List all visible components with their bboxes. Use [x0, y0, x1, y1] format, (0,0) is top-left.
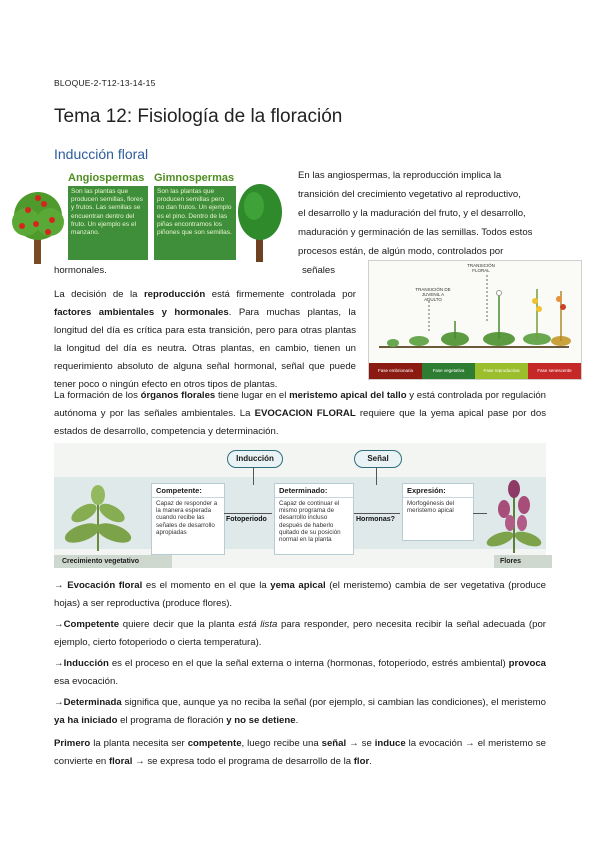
intro-line: transición del crecimiento vegetativo al reproductivo,	[298, 189, 521, 200]
text-run: quiere decir que la planta	[119, 619, 239, 630]
definition-induccion	[54, 655, 546, 691]
bold-term: factores ambientales y hormonales	[54, 307, 229, 318]
bold-term: Primero	[54, 738, 91, 749]
text-run: significa que, aunque ya no reciba la señal (por ejemplo, si cambian las condiciones), el meristemo	[121, 697, 546, 708]
text-run: La decisión de la	[54, 289, 144, 300]
text-run: el programa de floración	[117, 715, 227, 726]
floral-transition-label: TRANSICIÓN FLORAL	[467, 263, 495, 273]
fotoperiodo-label: Fotoperiodo	[226, 516, 267, 523]
competente-text: Capaz de responder a la manera esperada cuando recibe las señales de desarrollo apropiadas	[156, 500, 218, 536]
text-run: requiere que la yema apical pase por dos estados de desarrollo, competencia y determinación.	[54, 408, 546, 437]
phase-embryonic: Fase embrionaria	[369, 363, 422, 379]
phase-vegetative: Fase vegetativa	[422, 363, 475, 379]
bold-term: competente	[187, 738, 242, 749]
reproduction-paragraph	[54, 286, 356, 394]
flowers-caption: Flores	[494, 555, 552, 568]
induccion-label: Inducción	[227, 450, 283, 468]
vegetative-caption: Crecimiento vegetativo	[54, 555, 172, 568]
angiosperm-title: Angiospermas	[68, 172, 145, 184]
bold-term: y no se detiene	[226, 715, 296, 726]
text-run: . Para muchas plantas, la longitud del día es crítica para esta transición, pero para otras plantas la longitud del día es neutra. Otras plantas, en cambio, tienen un requerimiento absoluto de alguna señal hormonal, señal que puede tener poco o ningún efecto en otros tipos de plantas.	[54, 307, 356, 390]
text-run: .	[369, 756, 372, 767]
gymnosperm-title: Gimnospermas	[154, 172, 235, 184]
intro-line: el desarrollo y la maduración del fruto, y el desarrollo,	[298, 208, 526, 219]
bold-term: floral	[108, 756, 133, 767]
intro-paragraph-end: hormonales.	[54, 265, 107, 276]
italic-term: está lista	[238, 619, 278, 630]
bold-term: flor	[353, 756, 370, 767]
bold-term: reproducción	[143, 289, 206, 300]
intro-line: procesos están, de algún modo, controlados por	[298, 246, 504, 257]
definition-determinada	[54, 694, 546, 730]
floral-development-diagram	[54, 443, 546, 568]
text-run: es el momento en el que la	[142, 580, 271, 591]
text-run: y está controlada por regulación autónoma y por las señales ambientales. La	[54, 390, 546, 419]
bold-term: meristemo apical del tallo	[289, 390, 407, 401]
phase-senescent: Fase senescente	[528, 363, 581, 379]
competente-title: Competente:	[152, 484, 224, 498]
induccion-arrow	[253, 467, 254, 485]
apple-tree-illustration	[8, 188, 68, 266]
text-run: .	[295, 715, 299, 726]
document-code: BLOQUE-2-T12-13-14-15	[54, 78, 156, 88]
bold-term: yema apical	[270, 580, 326, 591]
phase-bar	[369, 363, 581, 379]
text-run: está firmemente controlada por	[205, 289, 356, 300]
senal-arrow	[376, 467, 377, 485]
arrow-icon: →	[54, 697, 64, 708]
plant-groups-figure	[8, 170, 288, 270]
hormonas-arrow	[354, 513, 400, 514]
competente-box	[151, 483, 225, 555]
bold-term: Determinada	[63, 697, 122, 708]
bold-term: induce	[374, 738, 406, 749]
expresion-box	[402, 483, 474, 541]
page-title: Tema 12: Fisiología de la floración	[54, 106, 343, 127]
determinado-text: Capaz de continuar el mismo programa de desarrollo incluso después de haberlo quitado de su posición normal en la planta	[279, 500, 341, 544]
fotoperiodo-arrow	[224, 513, 272, 514]
intro-line: señales	[302, 265, 336, 276]
phase-reproductive: Fase reproductiva	[475, 363, 528, 379]
arrow-icon: →	[54, 619, 64, 630]
text-run: → se	[346, 738, 375, 749]
text-run: la planta necesita ser	[90, 738, 188, 749]
summary-sequence	[54, 735, 546, 771]
flowering-plant-illustration	[482, 473, 546, 555]
text-run: la evocación → el meristemo se convierte en	[54, 738, 546, 767]
juvenile-transition-label: TRANSICIÓN DE JUVENIL A ADULTO	[415, 287, 451, 302]
arrow-icon: →	[54, 658, 64, 669]
text-run: para responder, pero necesita recibir la señal adecuada (por ejemplo, cierto fotoperiodo o cierta temperatura).	[54, 619, 546, 648]
senal-label: Señal	[354, 450, 402, 468]
plant-growth-illustration	[369, 261, 581, 361]
expresion-title: Expresión:	[403, 484, 473, 498]
text-run: tiene lugar en el	[215, 390, 290, 401]
determinado-title: Determinado:	[275, 484, 353, 498]
bold-term: Inducción	[63, 658, 109, 669]
bold-term: provoca	[508, 658, 546, 669]
pine-tree-illustration	[234, 180, 286, 264]
expresion-text: Morfogénesis del meristemo apical	[407, 500, 455, 515]
section-heading: Inducción floral	[54, 146, 149, 162]
definition-evocacion	[54, 577, 546, 613]
intro-line: maduración y germinación de las semillas. Todos estos	[298, 227, 533, 238]
text-run: , luego recibe una	[241, 738, 322, 749]
gymnosperm-text: Son las plantas que producen semillas pero no dan frutos. Un ejemplo es el pino. Dentro de las piñas encontramos los piñones que son semillas.	[154, 186, 236, 260]
bold-term: señal	[321, 738, 347, 749]
growth-phase-figure	[368, 260, 582, 380]
bold-term: EVOCACION FLORAL	[254, 408, 356, 419]
hormonas-label: Hormonas?	[356, 516, 395, 523]
bold-term: ya ha iniciado	[54, 715, 118, 726]
bold-term: órganos florales	[140, 390, 216, 401]
bold-term: Evocación floral	[67, 580, 143, 591]
intro-line: En las angiospermas, la reproducción implica la	[298, 170, 502, 181]
arrow-icon: →	[54, 580, 68, 591]
bold-term: Competente	[63, 619, 120, 630]
text-run: esa evocación.	[54, 676, 118, 687]
definition-competente	[54, 616, 546, 652]
floral-organs-paragraph	[54, 387, 546, 441]
angiosperm-text: Son las plantas que producen semillas, flores y frutos. Las semillas se encuentran dentro del fruto. Un ejemplo es el manzano.	[68, 186, 148, 260]
determinado-box	[274, 483, 354, 555]
text-run: → se expresa todo el programa de desarrollo de la	[132, 756, 354, 767]
text-run: (el meristemo) cambia de ser vegetativa (produce hojas) a ser reproductiva (produce flores).	[54, 580, 546, 609]
text-run: La formación de los	[54, 390, 141, 401]
text-run: es el proceso en el que la señal externa o interna (hormonas, fotoperiodo, estrés ambiental)	[108, 658, 509, 669]
vegetative-plant-illustration	[58, 473, 138, 553]
